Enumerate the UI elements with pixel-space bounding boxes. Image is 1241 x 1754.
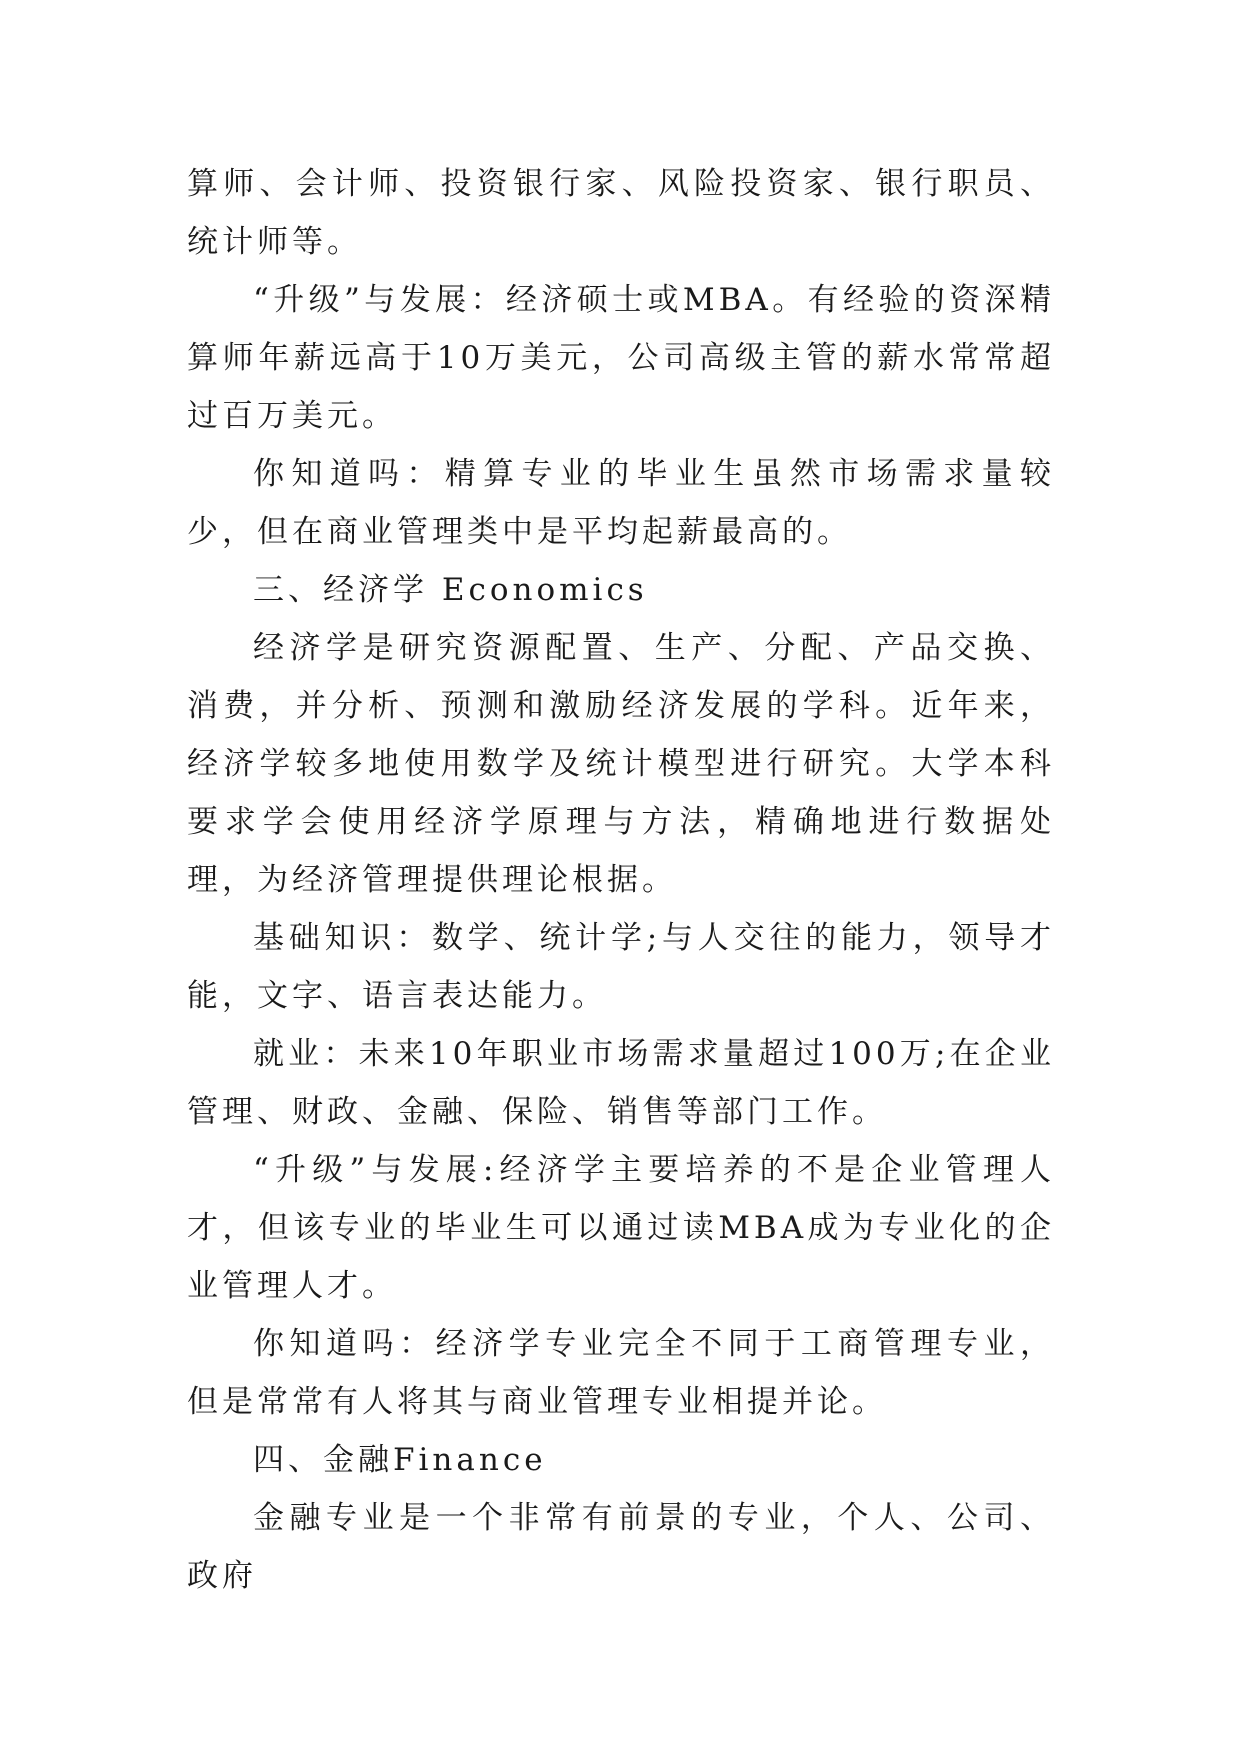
document-page: [187, 155, 1055, 1605]
paragraph-actuary-did-you-know: 你知道吗：精算专业的毕业生虽然市场需求量较少，但在商业管理类中是平均起薪最高的。: [187, 456, 1055, 550]
paragraph-economics-basic-knowledge: 基础知识：数学、统计学;与人交往的能力，领导才能，文字、语言表达能力。: [187, 920, 1055, 1014]
paragraph-economics-did-you-know: 你知道吗：经济学专业完全不同于工商管理专业，但是常常有人将其与商业管理专业相提并论。: [187, 1326, 1055, 1420]
paragraph-economics-employment: 就业：未来10年职业市场需求量超过100万;在企业管理、财政、金融、保险、销售等部门工作。: [187, 1036, 1055, 1130]
paragraph-actuary-upgrade: “升级”与发展：经济硕士或MBA。有经验的资深精算师年薪远高于10万美元，公司高级主管的薪水常常超过百万美元。: [187, 282, 1055, 434]
paragraph-economics-upgrade: “升级”与发展:经济学主要培养的不是企业管理人才，但该专业的毕业生可以通过读MBA成为专业化的企业管理人才。: [187, 1152, 1055, 1304]
paragraph-finance-description: 金融专业是一个非常有前景的专业，个人、公司、政府: [187, 1500, 1055, 1594]
paragraph-actuary-careers-continued: 算师、会计师、投资银行家、风险投资家、银行职员、统计师等。: [187, 166, 1055, 260]
section-heading-finance: 四、金融Finance: [253, 1442, 547, 1478]
section-heading-economics: 三、经济学 Economics: [253, 572, 648, 608]
paragraph-economics-description: 经济学是研究资源配置、生产、分配、产品交换、消费，并分析、预测和激励经济发展的学科。近年来，经济学较多地使用数学及统计模型进行研究。大学本科要求学会使用经济学原理与方法，精确地进行数据处理，为经济管理提供理论根据。: [187, 630, 1055, 898]
